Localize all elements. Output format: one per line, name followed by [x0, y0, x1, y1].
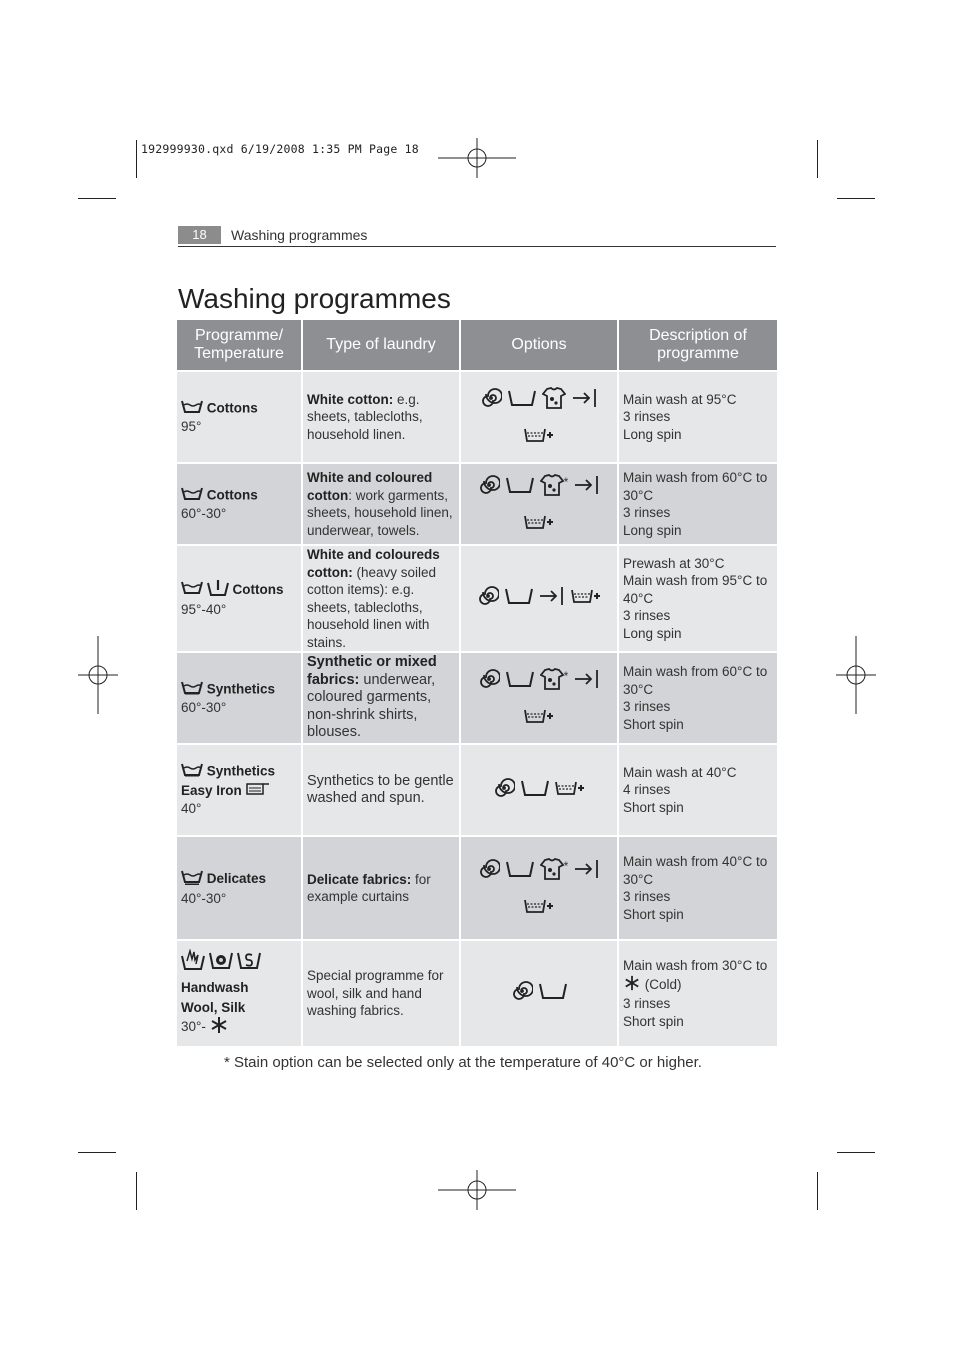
programme-temperature: 95°-40°: [181, 602, 227, 617]
description-line: 3 rinses: [623, 505, 671, 520]
spin-icon: [493, 777, 515, 804]
extra-rinse-icon: [555, 780, 585, 801]
programme-temperature: 60°-30°: [181, 506, 227, 521]
programme-name: Handwash: [181, 980, 249, 995]
description-line: Long spin: [623, 625, 682, 641]
laundry-cell: [302, 744, 460, 836]
registration-mark-icon: [438, 1170, 516, 1210]
spin-icon: [478, 668, 500, 695]
description-line: Short spin: [623, 906, 684, 922]
description-line: Main wash from 30°C to: [623, 958, 768, 973]
programme-cell: [177, 371, 302, 463]
programme-cell: [177, 744, 302, 836]
laundry-text: underwear, coloured garments, non-shrink shirts, blouses.: [307, 671, 436, 741]
description-line: Short spin: [623, 799, 684, 815]
programme-name: Synthetics: [206, 763, 276, 779]
crop-mark: [78, 198, 116, 199]
spin-icon: [478, 858, 500, 885]
programme-temperature: 40°-30°: [181, 890, 227, 906]
stain-icon: [540, 474, 564, 501]
options-cell: [460, 371, 618, 463]
crop-mark: [136, 140, 137, 178]
extra-rinse-icon: [524, 514, 554, 535]
rinse-hold-icon: [521, 779, 549, 802]
crop-mark: [837, 198, 875, 199]
rinse-hold-icon: [506, 670, 534, 693]
crop-mark: [136, 1172, 137, 1210]
description-line: [623, 975, 773, 996]
silk-icon: [237, 950, 261, 975]
description-line: 3 rinses: [623, 889, 671, 904]
crop-mark: [817, 1172, 818, 1210]
options-cell: [460, 744, 618, 836]
programme-name-2: Easy Iron: [181, 782, 242, 798]
cottons-tub-icon: [181, 580, 203, 600]
table-row: [177, 652, 777, 744]
options-cell: [460, 836, 618, 940]
description-line: Prewash at 30°C: [623, 555, 725, 571]
print-slug: 192999930.qxd 6/19/2008 1:35 PM Page 18: [141, 142, 419, 156]
options-cell: [460, 545, 618, 652]
programme-temperature: 30°-: [181, 1018, 206, 1034]
laundry-cell: [302, 463, 460, 545]
options-cell: [460, 940, 618, 1046]
laundry-cell: [302, 545, 460, 652]
programme-temperature: 40°: [181, 801, 202, 817]
registration-mark-icon: [836, 636, 876, 714]
registration-mark-icon: [438, 138, 516, 178]
description-cell: [618, 463, 777, 545]
laundry-text: Synthetics to be gentle washed and spun.: [307, 772, 454, 806]
stain-asterisk: *: [563, 858, 569, 873]
description-cell: [618, 836, 777, 940]
prewash-tub-icon: [207, 579, 229, 602]
description-cell: [618, 652, 777, 744]
description-line: 4 rinses: [623, 782, 671, 798]
programme-cell: [177, 545, 302, 652]
spin-icon: [478, 474, 500, 501]
programmes-table: [177, 320, 777, 1046]
header-laundry: Type of laundry: [302, 320, 460, 371]
easy-iron-icon: [246, 782, 270, 801]
spin-icon: [477, 585, 499, 612]
synthetics-tub-icon: [181, 680, 203, 700]
programme-name: Synthetics: [206, 680, 276, 696]
rinse-hold-icon: [539, 982, 567, 1005]
stain-asterisk: *: [563, 668, 569, 683]
description-line: Main wash from 95°C to 40°C: [623, 573, 768, 606]
programme-temperature: 60°-30°: [181, 700, 227, 715]
footnote: * Stain option can be selected only at the temperature of 40°C or higher.: [224, 1054, 702, 1071]
page-number: 18: [178, 226, 221, 244]
description-line: 3 rinses: [623, 608, 671, 624]
programme-name-2: Wool, Silk: [181, 999, 246, 1015]
extra-rinse-icon: [524, 708, 554, 729]
cold-icon: [623, 975, 641, 996]
prewash-icon: [574, 859, 600, 884]
laundry-bold: Delicate fabrics:: [307, 871, 412, 887]
laundry-cell: [302, 940, 460, 1046]
laundry-bold: White and coloureds cotton:: [307, 547, 440, 580]
description-line: Main wash from 40°C to 30°C: [623, 854, 768, 887]
spin-icon: [511, 980, 533, 1007]
header-options: Options: [460, 320, 618, 371]
laundry-text: Special programme for wool, silk and hand washing fabrics.: [307, 968, 444, 1019]
cold-label: (Cold): [644, 976, 682, 992]
section-title: Washing programmes: [231, 227, 368, 243]
table-row: [177, 836, 777, 940]
stain-icon: [540, 858, 564, 885]
description-cell: [618, 545, 777, 652]
laundry-cell: [302, 371, 460, 463]
table-row: [177, 545, 777, 652]
page-header: [178, 226, 776, 247]
extra-rinse-icon: [571, 588, 601, 609]
description-line: Main wash at 95°C: [623, 391, 737, 407]
description-line: 3 rinses: [623, 996, 671, 1011]
options-cell: [460, 652, 618, 744]
laundry-text: e.g. sheets, tablecloths, household linen.: [307, 391, 423, 442]
registration-mark-icon: [78, 636, 118, 714]
description-line: 3 rinses: [623, 409, 671, 425]
laundry-cell: [302, 836, 460, 940]
delicates-tub-icon: [181, 869, 203, 890]
description-line: Main wash at 40°C: [623, 764, 737, 780]
extra-rinse-icon: [524, 898, 554, 919]
crop-mark: [837, 1152, 875, 1153]
laundry-bold: White and coloured cotton: [307, 470, 433, 503]
laundry-text: for example curtains: [307, 871, 431, 904]
description-line: Long spin: [623, 522, 682, 538]
programme-cell: [177, 652, 302, 744]
description-cell: [618, 744, 777, 836]
header-programme: Programme/ Temperature: [177, 320, 302, 371]
crop-mark: [817, 140, 818, 178]
crop-mark: [78, 1152, 116, 1153]
rinse-hold-icon: [508, 389, 536, 412]
cottons-tub-icon: [181, 486, 203, 506]
synthetics-tub-icon: [181, 762, 203, 782]
laundry-cell: [302, 652, 460, 744]
description-cell: [618, 371, 777, 463]
description-line: Main wash from 60°C to 30°C: [623, 470, 768, 503]
laundry-text: (heavy soiled cotton items): e.g. sheets, tablecloths, household linen with stains.: [307, 564, 437, 650]
description-line: 3 rinses: [623, 699, 671, 714]
wool-icon: [209, 950, 233, 975]
programme-cell: [177, 940, 302, 1046]
programme-cell: [177, 836, 302, 940]
programme-temperature: 95°: [181, 419, 202, 434]
prewash-icon: [574, 475, 600, 500]
table-row: [177, 940, 777, 1046]
handwash-icon: [181, 949, 205, 976]
extra-rinse-icon: [524, 427, 554, 448]
laundry-bold: Synthetic or mixed fabrics:: [307, 654, 437, 688]
description-line: Main wash from 60°C to 30°C: [623, 664, 768, 697]
rinse-hold-icon: [506, 860, 534, 883]
header-description: Description of programme: [618, 320, 777, 371]
programme-name: Delicates: [206, 870, 267, 886]
laundry-text: : work garments, sheets, household linen, underwear, towels.: [307, 487, 453, 538]
stain-icon: [540, 668, 564, 695]
options-cell: [460, 463, 618, 545]
prewash-icon: [574, 669, 600, 694]
prewash-icon: [539, 586, 565, 611]
description-cell: [618, 940, 777, 1046]
stain-asterisk: *: [563, 474, 569, 489]
description-line: Long spin: [623, 426, 682, 442]
description-line: Short spin: [623, 1013, 684, 1029]
programme-name: Cottons: [206, 486, 258, 502]
rinse-hold-icon: [506, 476, 534, 499]
table-row: [177, 463, 777, 545]
table-row: [177, 744, 777, 836]
page-title: Washing programmes: [178, 283, 451, 314]
rinse-hold-icon: [505, 587, 533, 610]
spin-icon: [480, 387, 502, 414]
table-row: [177, 371, 777, 463]
description-line: Short spin: [623, 716, 684, 732]
programme-name: Cottons: [206, 399, 258, 415]
stain-icon: [542, 387, 566, 414]
programme-name: Cottons: [232, 581, 284, 597]
prewash-icon: [572, 388, 598, 413]
cottons-tub-icon: [181, 399, 203, 419]
programme-cell: [177, 463, 302, 545]
cold-icon: [210, 1016, 228, 1039]
laundry-bold: White cotton:: [307, 391, 394, 407]
